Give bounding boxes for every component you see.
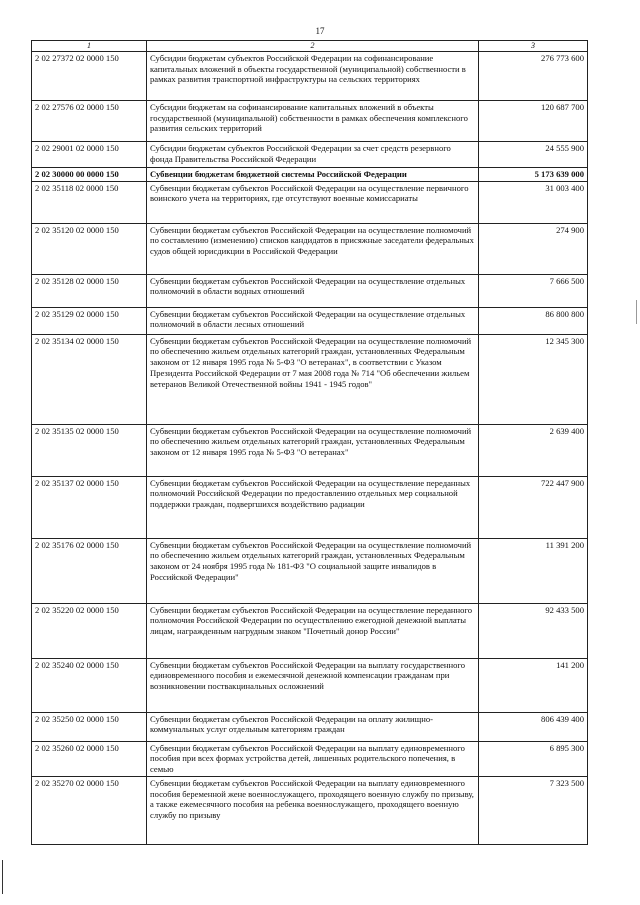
row-amount: 7 666 500 <box>479 274 588 307</box>
row-code: 2 02 35240 02 0000 150 <box>32 658 147 712</box>
row-amount: 11 391 200 <box>479 538 588 603</box>
row-code: 2 02 35260 02 0000 150 <box>32 741 147 776</box>
row-code: 2 02 27372 02 0000 150 <box>32 52 147 101</box>
row-amount: 722 447 900 <box>479 476 588 538</box>
row-name: Субвенции бюджетам бюджетной системы Российской Федерации <box>147 168 479 182</box>
row-amount: 806 439 400 <box>479 712 588 741</box>
row-code: 2 02 29001 02 0000 150 <box>32 142 147 168</box>
row-amount: 120 687 700 <box>479 101 588 142</box>
page-number: 17 <box>315 26 325 36</box>
row-amount: 24 555 900 <box>479 142 588 168</box>
table-row <box>32 52 588 101</box>
row-code: 2 02 35134 02 0000 150 <box>32 334 147 424</box>
header-cell-amount: 3 <box>479 41 588 52</box>
row-code: 2 02 35220 02 0000 150 <box>32 603 147 658</box>
header-cell-name: 2 <box>147 41 479 52</box>
row-code: 2 02 35129 02 0000 150 <box>32 307 147 334</box>
row-name: Субвенции бюджетам субъектов Российской Федерации на осуществление полномочий по составлению (изменению) списков кандидатов в присяжные заседатели федеральных судов общей юрисдикции в Российской Федерации <box>147 223 479 274</box>
row-name: Субвенции бюджетам субъектов Российской Федерации на осуществление переданного полномочия Российской Федерации по осуществлению ежегодной денежной выплаты лицам, награжденным нагрудным знаком "Почетный донор России" <box>147 603 479 658</box>
row-code: 2 02 35250 02 0000 150 <box>32 712 147 741</box>
row-name: Субсидии бюджетам на софинансирование капитальных вложений в объекты государственной (муниципальной) собственности в рамках обеспечения комплексного развития сельских территорий <box>147 101 479 142</box>
table-header-row <box>32 41 588 52</box>
row-amount: 276 773 600 <box>479 52 588 101</box>
table-row <box>32 712 588 741</box>
row-code: 2 02 30000 00 0000 150 <box>32 168 147 182</box>
row-code: 2 02 35120 02 0000 150 <box>32 223 147 274</box>
row-name: Субвенции бюджетам субъектов Российской Федерации на осуществление первичного воинского учета на территориях, где отсутствуют военные комиссариаты <box>147 181 479 223</box>
row-code: 2 02 35137 02 0000 150 <box>32 476 147 538</box>
row-name: Субвенции бюджетам субъектов Российской Федерации на оплату жилищно-коммунальных услуг отдельным категориям граждан <box>147 712 479 741</box>
table-row <box>32 181 588 223</box>
row-code: 2 02 35118 02 0000 150 <box>32 181 147 223</box>
table-row <box>32 603 588 658</box>
row-code: 2 02 35128 02 0000 150 <box>32 274 147 307</box>
scan-edge-mark <box>2 860 3 894</box>
row-code: 2 02 35176 02 0000 150 <box>32 538 147 603</box>
row-amount: 92 433 500 <box>479 603 588 658</box>
row-amount: 5 173 639 000 <box>479 168 588 182</box>
table-row <box>32 223 588 274</box>
row-amount: 86 800 800 <box>479 307 588 334</box>
table-row <box>32 741 588 776</box>
table-row <box>32 538 588 603</box>
header-cell-code: 1 <box>32 41 147 52</box>
table-row <box>32 334 588 424</box>
row-code: 2 02 35270 02 0000 150 <box>32 776 147 844</box>
table-row <box>32 776 588 844</box>
row-amount: 2 639 400 <box>479 424 588 476</box>
row-amount: 12 345 300 <box>479 334 588 424</box>
row-name: Субвенции бюджетам субъектов Российской Федерации на осуществление полномочий по обеспечению жильем отдельных категорий граждан, установленных Федеральным законом от 12 января 1995 года № 5-ФЗ "О ветеранах", в соответствии с Указом Президента Российской Федерации от 7 мая 2008 года № 714 "Об обеспечении жильем ветеранов Великой Отечественной войны 1941 - 1945 годов" <box>147 334 479 424</box>
budget-revenue-table <box>31 40 588 845</box>
row-name: Субвенции бюджетам субъектов Российской Федерации на осуществление переданных полномочий Российской Федерации по предоставлению отдельных мер социальной поддержки граждан, подвергшихся воздействию радиации <box>147 476 479 538</box>
row-name: Субвенции бюджетам субъектов Российской Федерации на выплату единовременного пособия при всех формах устройства детей, лишенных родительского попечения, в семью <box>147 741 479 776</box>
row-name: Субсидии бюджетам субъектов Российской Федерации на софинансирование капитальных вложений в объекты государственной (муниципальной) собственности в рамках развития транспортной инфраструктуры на сельских территориях <box>147 52 479 101</box>
row-code: 2 02 35135 02 0000 150 <box>32 424 147 476</box>
row-amount: 7 323 500 <box>479 776 588 844</box>
table-row <box>32 307 588 334</box>
table-row <box>32 142 588 168</box>
scan-edge-mark <box>636 300 637 324</box>
table-row <box>32 424 588 476</box>
row-amount: 31 003 400 <box>479 181 588 223</box>
row-name: Субсидии бюджетам субъектов Российской Федерации за счет средств резервного фонда Правительства Российской Федерации <box>147 142 479 168</box>
table-row <box>32 274 588 307</box>
row-name: Субвенции бюджетам субъектов Российской Федерации на выплату государственного единовременного пособия и ежемесячной денежной компенсации гражданам при возникновении поствакцинальных осложнений <box>147 658 479 712</box>
row-amount: 6 895 300 <box>479 741 588 776</box>
row-name: Субвенции бюджетам субъектов Российской Федерации на выплату единовременного пособия беременной жене военнослужащего, проходящего военную службу по призыву, а также ежемесячного пособия на ребенка военнослужащего, проходящего военную службу по призыву <box>147 776 479 844</box>
row-name: Субвенции бюджетам субъектов Российской Федерации на осуществление отдельных полномочий в области водных отношений <box>147 274 479 307</box>
row-amount: 274 900 <box>479 223 588 274</box>
table-row <box>32 168 588 182</box>
table-row <box>32 101 588 142</box>
row-name: Субвенции бюджетам субъектов Российской Федерации на осуществление отдельных полномочий в области лесных отношений <box>147 307 479 334</box>
row-code: 2 02 27576 02 0000 150 <box>32 101 147 142</box>
row-amount: 141 200 <box>479 658 588 712</box>
row-name: Субвенции бюджетам субъектов Российской Федерации на осуществление полномочий по обеспечению жильем отдельных категорий граждан, установленных Федеральным законом от 12 января 1995 года № 5-ФЗ "О ветеранах" <box>147 424 479 476</box>
row-name: Субвенции бюджетам субъектов Российской Федерации на осуществление полномочий по обеспечению жильем отдельных категорий граждан, установленных Федеральным законом от 24 ноября 1995 года № 181-ФЗ "О социальной защите инвалидов в Российской Федерации" <box>147 538 479 603</box>
table-row <box>32 658 588 712</box>
table-row <box>32 476 588 538</box>
